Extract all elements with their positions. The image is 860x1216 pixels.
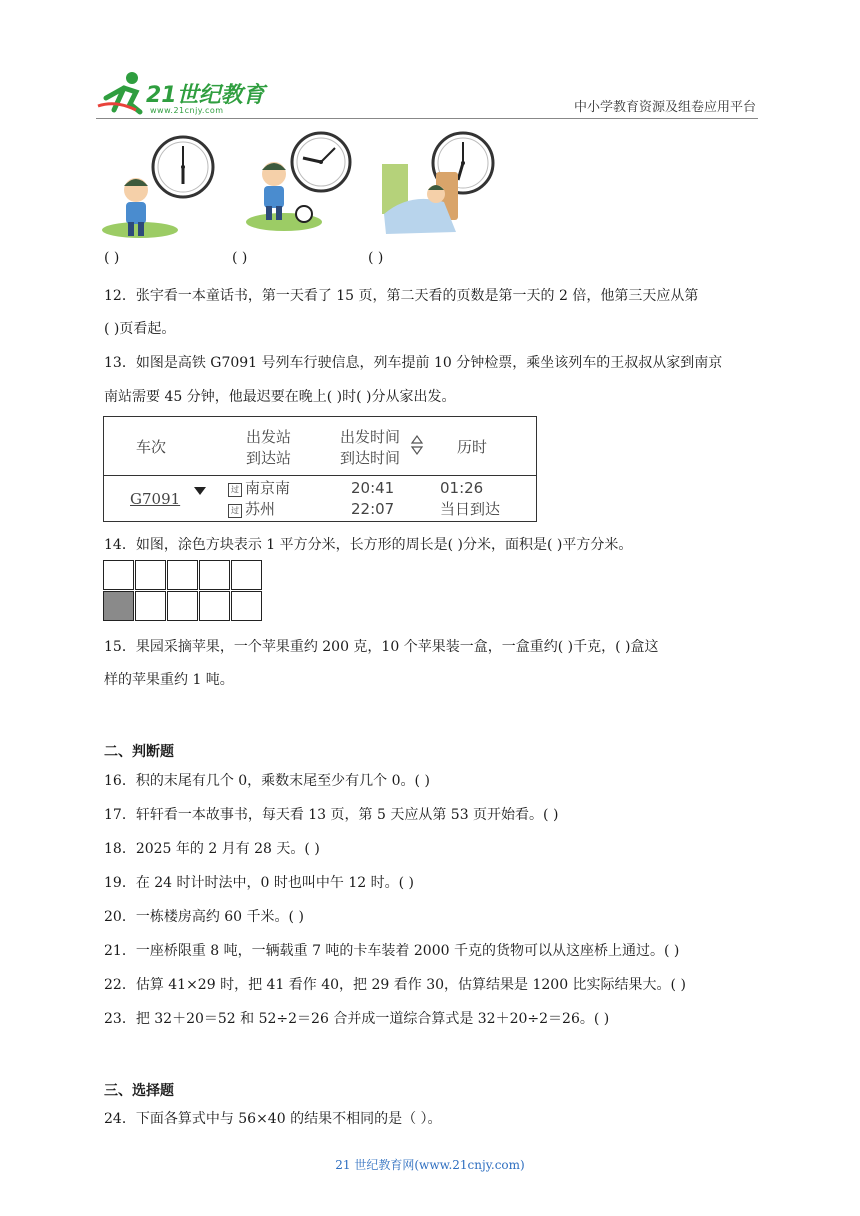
clock-answer-blank-1[interactable]: ( ) xyxy=(104,250,120,266)
question-16: 16．积的末尾有几个 0，乘数末尾至少有几个 0。( ) xyxy=(104,773,430,789)
column-depart-station: 出发站 xyxy=(246,428,292,446)
runner-logo-icon xyxy=(96,70,148,116)
question-21: 21．一座桥限重 8 吨，一辆载重 7 吨的卡车装着 2000 千克的货物可以从这座桥上通过。( ) xyxy=(104,943,680,959)
platform-name: 中小学教育资源及组卷应用平台 xyxy=(573,100,756,115)
depart-time: 20:41 xyxy=(351,479,395,497)
boy-playing-football-icon xyxy=(244,156,324,236)
column-train-number: 车次 xyxy=(136,438,167,456)
train-info-table xyxy=(103,416,537,522)
column-depart-time: 出发时间 xyxy=(340,428,401,446)
question-13-line-1: 13．如图是高铁 G7091 号列车行驶信息，列车提前 10 分钟检票，乘坐该列车的王叔叔从家到南京 xyxy=(104,355,723,371)
question-24: 24．下面各算式中与 56×40 的结果不相同的是（ ）。 xyxy=(104,1111,442,1127)
logo xyxy=(96,70,266,116)
boy-sleeping-icon xyxy=(380,162,460,240)
train-number[interactable]: G7091 xyxy=(130,490,181,508)
clock-answer-blank-2[interactable]: ( ) xyxy=(232,250,248,266)
clock-answer-blank-3[interactable]: ( ) xyxy=(368,250,384,266)
logo-url: www.21cnjy.com xyxy=(150,106,224,115)
column-arrive-station: 到达站 xyxy=(246,449,292,467)
section-judgment-title: 二、判断题 xyxy=(104,744,174,760)
question-14: 14．如图，涂色方块表示 1 平方分米，长方形的周长是( )分米，面积是( )平方分米。 xyxy=(104,537,633,553)
question-15-line-2: 样的苹果重约 1 吨。 xyxy=(104,672,234,688)
duration-value: 01:26 xyxy=(440,479,484,497)
section-choice-title: 三、选择题 xyxy=(104,1083,174,1099)
arrive-time: 22:07 xyxy=(351,500,395,518)
question-23: 23．把 32＋20＝52 和 52÷2＝26 合并成一道综合算式是 32＋20÷2＝26。( ) xyxy=(104,1011,610,1027)
boy-walking-icon xyxy=(100,172,180,242)
question-19: 19．在 24 时计时法中，0 时也叫中午 12 时。( ) xyxy=(104,875,414,891)
question-20: 20．一栋楼房高约 60 千米。( ) xyxy=(104,909,304,925)
question-22: 22．估算 41×29 时，把 41 看作 40，把 29 看作 30，估算结果是 1200 比实际结果大。( ) xyxy=(104,977,686,993)
question-12-line-1: 12．张宇看一本童话书，第一天看了 15 页，第二天看的页数是第一天的 2 倍，他第三天应从第 xyxy=(104,288,699,304)
sort-arrows-icon[interactable] xyxy=(410,433,424,457)
header-divider xyxy=(96,118,758,119)
rectangle-grid xyxy=(103,560,263,622)
question-17: 17．轩轩看一本故事书，每天看 13 页，第 5 天应从第 53 页开始看。( ) xyxy=(104,807,559,823)
shaded-unit-square xyxy=(103,591,134,621)
question-12-line-2: ( )页看起。 xyxy=(104,321,176,337)
station-tag-icon: 过 xyxy=(228,504,242,518)
arrival-note: 当日到达 xyxy=(440,500,501,518)
station-tag-icon: 过 xyxy=(228,483,242,497)
depart-station: 过 南京南 xyxy=(228,478,290,498)
table-divider xyxy=(104,475,536,476)
column-arrive-time: 到达时间 xyxy=(340,449,401,467)
dropdown-triangle-icon[interactable] xyxy=(193,486,207,496)
arrive-station: 过 苏州 xyxy=(228,499,275,519)
logo-text: 21世纪教育 xyxy=(146,83,265,108)
question-13-line-2: 南站需要 45 分钟，他最迟要在晚上( )时( )分从家出发。 xyxy=(104,389,456,405)
footer-source[interactable]: 21 世纪教育网(www.21cnjy.com) xyxy=(335,1158,525,1172)
question-18: 18．2025 年的 2 月有 28 天。( ) xyxy=(104,841,320,857)
question-15-line-1: 15．果园采摘苹果，一个苹果重约 200 克，10 个苹果装一盒，一盒重约( )千克，( )盒这 xyxy=(104,639,659,655)
column-duration: 历时 xyxy=(457,438,488,456)
